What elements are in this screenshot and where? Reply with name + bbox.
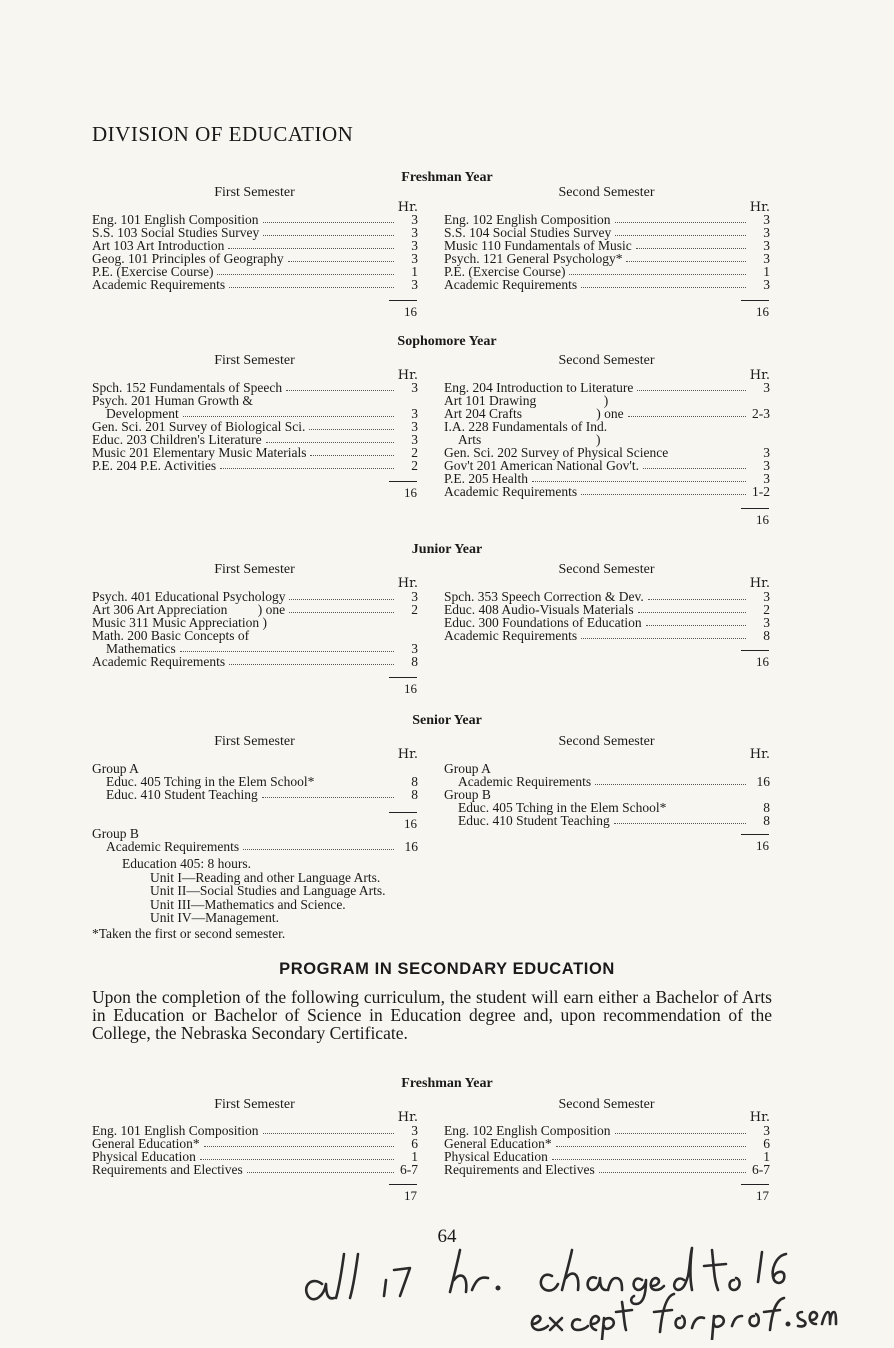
- page-title: DIVISION OF EDUCATION: [92, 122, 354, 146]
- note-line: Unit II—Social Studies and Language Arts.: [150, 883, 386, 898]
- course-row: Educ. 203 Children's Literature 3: [92, 432, 418, 447]
- freshman-first-semester-label: First Semester: [214, 185, 295, 200]
- sophomore-year-heading: Sophomore Year: [397, 334, 497, 349]
- course-row: Art 101 Drawing ): [444, 393, 609, 408]
- senior-second-semester-label: Second Semester: [558, 734, 655, 749]
- course-row: Art 103 Art Introduction 3: [92, 238, 418, 253]
- course-row: Psych. 401 Educational Psychology 3: [92, 589, 418, 604]
- course-row: Requirements and Electives 6-7: [92, 1162, 418, 1177]
- sophomore-first-list: [92, 381, 418, 472]
- handwritten-annotation: [300, 1240, 840, 1340]
- junior-first-total: 16: [389, 677, 417, 697]
- course-row: Physical Education 1: [92, 1149, 418, 1164]
- course-row: Eng. 204 Introduction to Literature 3: [444, 380, 770, 395]
- freshman-first-total: 16: [389, 300, 417, 320]
- group-label: Group B: [92, 826, 139, 841]
- note-line: Unit I—Reading and other Language Arts.: [150, 869, 381, 885]
- course-row: Spch. 353 Speech Correction & Dev. 3: [444, 589, 770, 604]
- course-row: Eng. 101 English Composition 3: [92, 1123, 418, 1138]
- senior-notes: [122, 857, 385, 925]
- group-label: Group A: [444, 761, 491, 776]
- junior-second-semester-label: Second Semester: [558, 562, 655, 577]
- sophomore-first-total: 16: [389, 481, 417, 501]
- secondary-second-hr-header: Hr.: [749, 1110, 770, 1125]
- freshman-first-list: [92, 213, 418, 291]
- junior-second-total: 16: [741, 650, 769, 670]
- course-row: Academic Requirements 8: [444, 628, 770, 643]
- note-line: Unit IV—Management.: [150, 910, 279, 925]
- course-row: Academic Requirements 16: [458, 774, 770, 789]
- course-row: Math. 200 Basic Concepts of: [92, 628, 250, 643]
- course-row: Academic Requirements 1-2: [444, 484, 770, 499]
- secondary-second-list: [444, 1124, 770, 1176]
- course-row: Eng. 102 English Composition 3: [444, 212, 770, 227]
- sophomore-second-list: [444, 381, 770, 498]
- course-row: Eng. 102 English Composition 3: [444, 1123, 770, 1138]
- secondary-second-total: 17: [741, 1184, 769, 1204]
- course-row: Music 110 Fundamentals of Music 3: [444, 238, 770, 253]
- junior-second-list: [444, 590, 770, 642]
- footnote: *Taken the first or second semester.: [92, 926, 286, 941]
- course-row: Academic Requirements 3: [444, 277, 770, 292]
- course-row: Academic Requirements 16: [106, 839, 418, 854]
- course-row: Gen. Sci. 201 Survey of Biological Sci. 3: [92, 419, 418, 434]
- sophomore-first-semester-label: First Semester: [214, 353, 295, 368]
- course-row: Educ. 300 Foundations of Education 3: [444, 615, 770, 630]
- course-row: Mathematics 3: [106, 641, 418, 656]
- junior-first-list: [92, 590, 418, 668]
- freshman-second-total: 16: [741, 300, 769, 320]
- freshman-year-heading: Freshman Year: [401, 170, 493, 185]
- course-row: Physical Education 1: [444, 1149, 770, 1164]
- course-row: Psych. 201 Human Growth &: [92, 393, 253, 408]
- sophomore-second-semester-label: Second Semester: [558, 353, 655, 368]
- secondary-freshman-heading: Freshman Year: [401, 1076, 493, 1091]
- sophomore-second-total: 16: [741, 508, 769, 528]
- junior-first-hr-header: Hr.: [397, 576, 418, 591]
- secondary-first-semester-label: First Semester: [214, 1097, 295, 1112]
- group-label: Group A: [92, 761, 139, 776]
- junior-second-hr-header: Hr.: [749, 576, 770, 591]
- senior-first-hr-header: Hr.: [397, 747, 418, 762]
- secondary-program-title: PROGRAM IN SECONDARY EDUCATION: [279, 960, 615, 978]
- course-row: Art 306 Art Appreciation ) one 2: [92, 602, 418, 617]
- course-row: General Education* 6: [92, 1136, 418, 1151]
- course-row: Art 204 Crafts ) one 2-3: [444, 406, 770, 421]
- sophomore-first-hr-header: Hr.: [397, 368, 418, 383]
- secondary-second-semester-label: Second Semester: [558, 1097, 655, 1112]
- freshman-first-hr-header: Hr.: [397, 200, 418, 215]
- course-row: Gov't 201 American National Gov't. 3: [444, 458, 770, 473]
- senior-second-total: 16: [741, 834, 769, 854]
- course-row: S.S. 103 Social Studies Survey 3: [92, 225, 418, 240]
- course-row: I.A. 228 Fundamentals of Ind.: [444, 419, 608, 434]
- course-row: Eng. 101 English Composition 3: [92, 212, 418, 227]
- course-row: Academic Requirements 8: [92, 654, 418, 669]
- course-row: Development 3: [106, 406, 418, 421]
- secondary-first-list: [92, 1124, 418, 1176]
- junior-first-semester-label: First Semester: [214, 562, 295, 577]
- course-row: P.E. (Exercise Course) 1: [444, 264, 770, 279]
- course-row: Arts ): [458, 432, 601, 447]
- senior-first-group-b: [92, 827, 418, 853]
- course-row: Educ. 405 Tching in the Elem School* 8: [106, 774, 418, 789]
- freshman-second-semester-label: Second Semester: [558, 185, 655, 200]
- secondary-intro-paragraph: Upon the completion of the following curriculum, the student will earn either a Bachelor of Arts in Education or Bachelor of Science in Education degree and, upon recommendation of the College, the Nebraska Secondary Certificate.: [92, 987, 772, 1043]
- secondary-first-hr-header: Hr.: [397, 1110, 418, 1125]
- note-line: Unit III—Mathematics and Science.: [150, 896, 346, 912]
- senior-second-hr-header: Hr.: [749, 747, 770, 762]
- course-row: P.E. 205 Health 3: [444, 471, 770, 486]
- senior-first-group-a: [92, 762, 418, 801]
- course-row: Educ. 408 Audio-Visuals Materials 2: [444, 602, 770, 617]
- freshman-second-list: [444, 213, 770, 291]
- note-line: Education 405: 8 hours.: [122, 856, 251, 871]
- senior-year-heading: Senior Year: [412, 713, 482, 728]
- senior-first-a-total: 16: [389, 812, 417, 832]
- course-row: Music 201 Elementary Music Materials 2: [92, 445, 418, 460]
- course-row: Academic Requirements 3: [92, 277, 418, 292]
- senior-first-semester-label: First Semester: [214, 734, 295, 749]
- course-row: Educ. 410 Student Teaching 8: [458, 813, 770, 828]
- senior-second-groups: [444, 762, 770, 827]
- course-row: Educ. 410 Student Teaching 8: [106, 787, 418, 802]
- course-row: Requirements and Electives 6-7: [444, 1162, 770, 1177]
- course-row: Educ. 405 Tching in the Elem School* 8: [458, 800, 770, 815]
- page-number: 64: [437, 1226, 457, 1247]
- course-row: S.S. 104 Social Studies Survey 3: [444, 225, 770, 240]
- course-row: General Education* 6: [444, 1136, 770, 1151]
- course-row: Geog. 101 Principles of Geography 3: [92, 251, 418, 266]
- course-row: Spch. 152 Fundamentals of Speech 3: [92, 380, 418, 395]
- course-row: Gen. Sci. 202 Survey of Physical Science 3: [444, 445, 770, 460]
- freshman-second-hr-header: Hr.: [749, 200, 770, 215]
- junior-year-heading: Junior Year: [411, 542, 483, 557]
- course-row: Psych. 121 General Psychology* 3: [444, 251, 770, 266]
- course-row: P.E. (Exercise Course) 1: [92, 264, 418, 279]
- group-label: Group B: [444, 787, 491, 802]
- sophomore-second-hr-header: Hr.: [749, 368, 770, 383]
- course-row: P.E. 204 P.E. Activities 2: [92, 458, 418, 473]
- course-row: Music 311 Music Appreciation ): [92, 615, 267, 630]
- secondary-first-total: 17: [389, 1184, 417, 1204]
